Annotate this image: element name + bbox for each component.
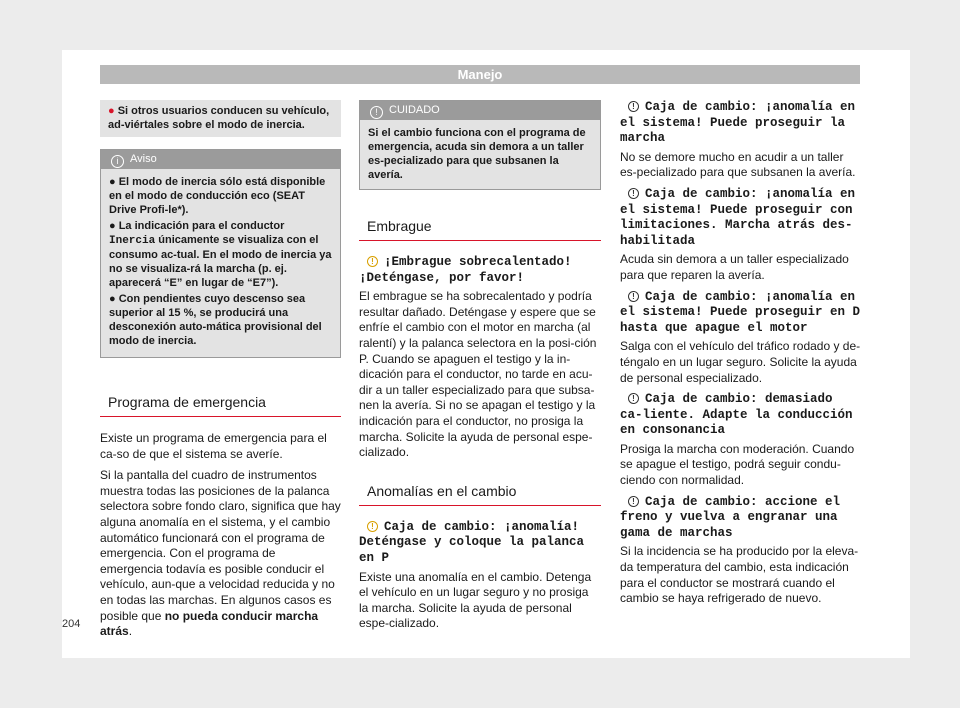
warning-icon: ! [367, 256, 378, 267]
paragraph: Acuda sin demora a un taller especializado para que reparen la avería. [620, 252, 849, 282]
warning-heading: ! ¡Embrague sobrecalentado! ¡Deténgase, por favor! [359, 255, 572, 285]
caution-header [360, 101, 600, 120]
info-icon: ! [628, 393, 639, 404]
paragraph: El embrague se ha sobrecalentado y podría resultar dañado. Deténgase y espere que se enfríe el cambio con el motor en marcha (al ralentí) y la palanca selectora en la posi-ción P. Cuando se apaguen el testigo y la in-dicación para el conductor, no tarde en acu-dir a un taller especializado para que subsa-nen la avería. Si no se apagan el testigo y la indicación para el conductor, no prosiga la marcha. Solicite la ayuda de personal espe-cializado. [359, 289, 597, 460]
aviso-body [101, 169, 340, 357]
caution-title: CUIDADO [389, 104, 440, 116]
column-3 [620, 100, 861, 613]
column-1 [100, 100, 341, 646]
section-title-anomalias: Anomalías en el cambio [359, 483, 601, 506]
paragraph: Existe una anomalía en el cambio. Detenga el vehículo en un lugar seguro y no prosiga la marcha. Solicite la ayuda de personal espe-cializado. [359, 569, 592, 631]
warning-heading: ! Caja de cambio: ¡anomalía en el sistema! Puede proseguir la marcha [620, 100, 856, 146]
warning-heading: ! Caja de cambio: demasiado ca-liente. Adapte la conducción en consonancia [620, 392, 853, 438]
paragraph: Prosiga la marcha con moderación. Cuando se apague el testigo, podrá seguir condu-ciendo con normalidad. [620, 441, 855, 488]
info-icon: ! [628, 496, 639, 507]
paragraph: Si la incidencia se ha producido por la eleva-da temperatura del cambio, esta indicación para el conductor se mostrará cuando el cambio se haya refrigerado de nuevo. [620, 544, 859, 606]
aviso-title: Aviso [130, 153, 157, 165]
info-icon: ! [628, 291, 639, 302]
section-title-programa: Programa de emergencia [100, 394, 341, 417]
paragraph: Existe un programa de emergencia para el ca-so de que el sistema se averíe. [100, 431, 327, 461]
caution-note [359, 100, 601, 190]
aviso-header [101, 150, 340, 169]
info-icon: ! [628, 188, 639, 199]
caution-text: Si el cambio funciona con el programa de emergencia, acuda sin demora a un taller es-pecializado para que subsanen la avería. [368, 127, 586, 181]
aviso-item: ● Con pendientes cuyo descenso sea superior al 15 %, se producirá una desconexión auto-mática provisional del modo de inercia. [109, 293, 322, 347]
warning-heading: ! Caja de cambio: ¡anomalía! Deténgase y coloque la palanca en P [359, 519, 585, 565]
paragraph: Salga con el vehículo del tráfico rodado y de-téngalo en un lugar seguro. Solicite la ayuda de personal especializado. [620, 339, 861, 385]
warning-heading: ! Caja de cambio: ¡anomalía en el sistema! Puede proseguir en D hasta que apague el motor [620, 289, 861, 335]
warning-icon: ! [367, 521, 378, 532]
intro-bullet-box [100, 100, 341, 137]
info-icon: i [111, 155, 124, 168]
paragraph: No se demore mucho en acudir a un taller es-pecializado para que subsanen la avería. [620, 149, 856, 180]
bullet-icon: ● [108, 105, 115, 117]
page-number: 204 [62, 618, 81, 630]
section-title-embrague: Embrague [359, 218, 601, 241]
display-text-inercia: Inercia [109, 235, 156, 247]
info-icon: ! [628, 101, 639, 112]
warning-heading: ! Caja de cambio: ¡anomalía en el sistema! Puede proseguir con limitaciones. Marcha atrás des-habilitada [620, 186, 856, 248]
aviso-note [100, 149, 341, 358]
paragraph: Si la pantalla del cuadro de instrumentos muestra todas las posiciones de la palanca selectora sobre fondo claro, significa que hay alguna anomalía en el sistema, y el cambio automático funcionará con el programa de emergencia. Con el programa de emergencia todavía es posible conducir el vehículo, aun-que a velocidad reducida y no en todas las marchas. En algunos casos es posible que no pueda conducir marcha atrás. [100, 468, 341, 639]
intro-bullet-text: Si otros usuarios conducen su vehículo, ad-viértales sobre el modo de inercia. [108, 105, 330, 131]
aviso-item: ● La indicación para el conductor Inercia únicamente se visualiza con el consumo ac-tual. En el modo de inercia ya no se visualiza-rá la marcha (p. ej. aparecerá “E” en lugar de “E7”). [109, 220, 332, 289]
aviso-item: ● El modo de inercia sólo está disponible en el modo de conducción eco (SEAT Drive Profi-le*). [109, 176, 326, 216]
page-header: Manejo [100, 65, 860, 84]
column-2 [359, 100, 601, 638]
warning-heading: ! Caja de cambio: accione el freno y vuelva a engranar una gama de marchas [620, 494, 841, 540]
warning-icon: ! [370, 106, 383, 119]
